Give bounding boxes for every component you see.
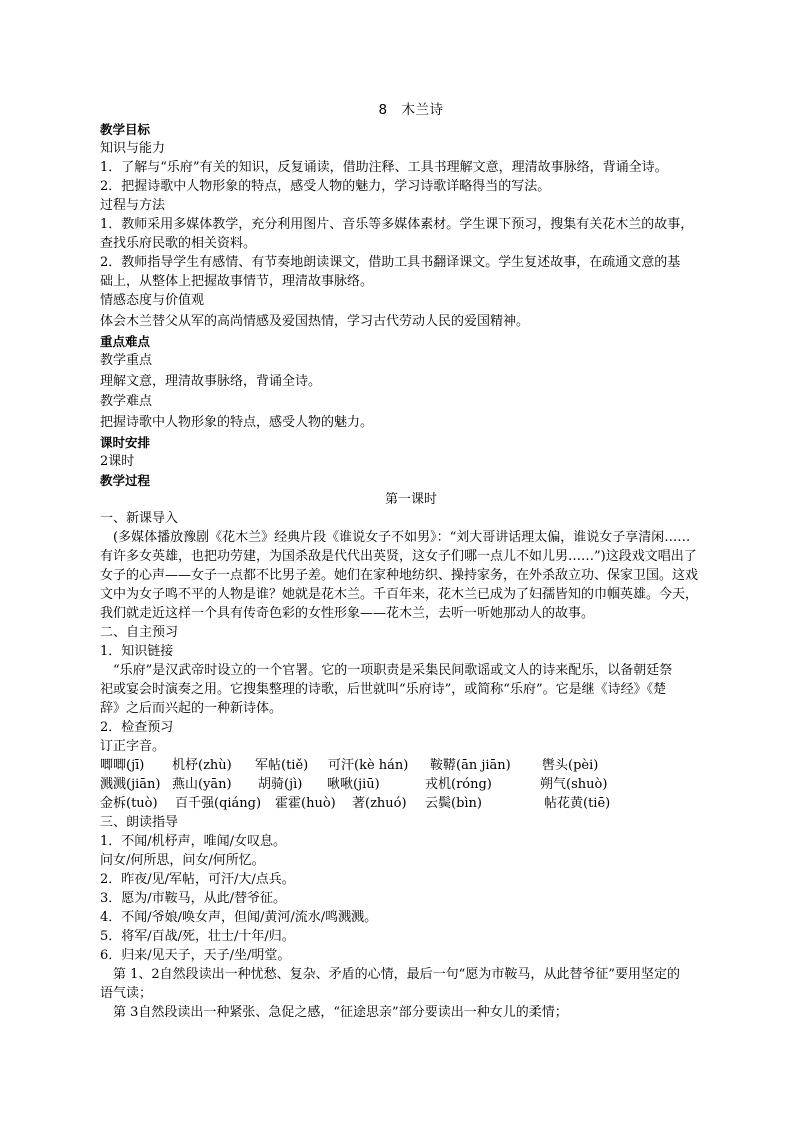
check-instruction: 订正字音。	[100, 739, 166, 754]
difficult-item-1: 把握诗歌中人物形象的特点，感受人物的魅力。	[100, 414, 374, 430]
reading-line-4: 4．不闻/爷娘/唤女声，但闻/黄河/流水/鸣溅溅。	[100, 910, 378, 925]
pinyin-item: 鞍鞯(ān jiān)	[430, 758, 511, 773]
pinyin-item: 燕山(yān)	[172, 777, 232, 792]
heading-procedure: 教学过程	[100, 473, 151, 488]
subheading-intro: 一、新课导入	[100, 511, 179, 526]
reading-note-1-line-1: 第 1、2自然段读出一种忧愁、复杂、矛盾的心情，最后一句“愿为市鞍马，从此替爷征”要用坚定的	[113, 967, 680, 982]
pinyin-item: 溅溅(jiān)	[100, 777, 161, 792]
subheading-knowledge: 知识与能力	[100, 141, 166, 156]
intro-line-3: 女子的心声——女子一点都不比男子差。她们在家种地纺织、操持家务，在外杀敌立功、保家卫国。这戏	[100, 568, 699, 583]
pinyin-item: 戎机(róng)	[425, 777, 492, 792]
reading-line-1b: 问女/何所思，问女/何所忆。	[100, 853, 265, 868]
subheading-process: 过程与方法	[100, 198, 166, 213]
pinyin-item: 机杼(zhù)	[172, 758, 232, 773]
heading-teaching-goals: 教学目标	[100, 122, 151, 137]
reading-line-5: 5．将军/百战/死，壮士/十年/归。	[100, 929, 295, 944]
pinyin-item: 百千强(qiáng)	[175, 796, 262, 811]
pinyin-item: 朔气(shuò)	[540, 777, 608, 792]
pinyin-item: 啾啾(jiū)	[327, 777, 380, 792]
reading-note-1-line-2: 语气读；	[100, 986, 153, 1001]
subheading-link: 1．知识链接	[100, 644, 174, 659]
reading-note-2: 第 3自然段读出一种紧张、急促之感，“征途思亲”部分要读出一种女儿的柔情；	[113, 1005, 568, 1020]
subheading-focus: 教学重点	[100, 353, 153, 368]
pinyin-item: 辔头(pèi)	[542, 758, 599, 773]
process-item-1-line-1: 1．教师采用多媒体教学，充分利用图片、音乐等多媒体素材。学生课下预习，搜集有关花木兰的故事，	[100, 217, 694, 232]
intro-line-1: (多媒体播放豫剧《花木兰》经典片段《谁说女子不如男》：“刘大哥讲话理太偏，谁说女子享清闲……	[113, 530, 691, 545]
reading-line-2: 2．昨夜/见/军帖，可汗/大/点兵。	[100, 872, 295, 887]
pinyin-item: 云鬓(bìn)	[425, 796, 482, 811]
knowledge-item-1: 1．了解与“乐府”有关的知识，反复诵读，借助注释、工具书理解文意，理清故事脉络，背诵全诗。	[100, 160, 668, 175]
document-page	[100, 100, 722, 1022]
subheading-check: 2．检查预习	[100, 720, 174, 735]
link-line-3: 辞》之后而兴起的一种新诗体。	[100, 701, 283, 716]
reading-line-3: 3．愿为/市鞍马，从此/替爷征。	[100, 891, 287, 906]
pinyin-item: 帖花黄(tiē)	[544, 796, 611, 811]
knowledge-item-2: 2．把握诗歌中人物形象的特点，感受人物的魅力，学习诗歌详略得当的写法。	[100, 179, 551, 194]
process-item-1-line-2: 查找乐府民歌的相关资料。	[100, 236, 257, 251]
subheading-emotion: 情感态度与价值观	[100, 293, 205, 308]
pinyin-item: 唧唧(jī)	[100, 758, 145, 773]
page-title: 8 木兰诗	[378, 102, 444, 118]
process-item-2-line-1: 2．教师指导学生有感情、有节奏地朗读课文，借助工具书翻译课文。学生复述故事，在疏通文意的基	[100, 255, 681, 270]
pinyin-item: 霍霍(huò)	[275, 796, 336, 811]
intro-line-2: 有许多女英雄，也把功劳建，为国杀敌是代代出英贤，这女子们哪一点儿不如儿男……”)这段戏文唱出了	[100, 549, 697, 564]
focus-item-1: 理解文意，理清故事脉络，背诵全诗。	[100, 373, 322, 389]
intro-line-5: 我们就走近这样一个具有传奇色彩的女性形象——花木兰，去听一听她那动人的故事。	[100, 606, 595, 621]
pinyin-item: 金柝(tuò)	[100, 796, 158, 811]
pinyin-row-2	[100, 775, 722, 794]
pinyin-row-3	[100, 794, 722, 813]
heading-schedule: 课时安排	[100, 435, 151, 450]
pinyin-item: 胡骑(jì)	[258, 777, 303, 792]
reading-line-6: 6．归来/见天子，天子/坐/明堂。	[100, 948, 291, 963]
pinyin-item: 著(zhuó)	[352, 796, 407, 811]
link-line-2: 祀或宴会时演奏之用。它搜集整理的诗歌，后世就叫“乐府诗”，或简称“乐府”。它是继《诗经》《楚	[100, 682, 667, 697]
schedule-item-1: 2课时	[100, 454, 135, 469]
pinyin-row-1	[100, 756, 722, 775]
lesson-one-title: 第一课时	[384, 492, 437, 507]
subheading-reading: 三、朗读指导	[100, 815, 179, 830]
subheading-preview: 二、自主预习	[100, 625, 179, 640]
reading-line-1: 1．不闻/机杼声，唯闻/女叹息。	[100, 834, 287, 849]
pinyin-item: 军帖(tiě)	[255, 758, 309, 773]
heading-key-points: 重点难点	[100, 334, 151, 349]
pinyin-item: 可汗(kè hán)	[328, 758, 409, 773]
process-item-2-line-2: 础上，从整体上把握故事情节，理清故事脉络。	[100, 274, 374, 289]
emotion-item-1: 体会木兰替父从军的高尚情感及爱国热情，学习古代劳动人民的爱国精神。	[100, 313, 530, 329]
intro-line-4: 文中为女子鸣不平的人物是谁？她就是花木兰。千百年来，花木兰已成为了妇孺皆知的巾帼英雄。今天，	[100, 587, 699, 602]
subheading-difficult: 教学难点	[100, 394, 153, 409]
link-line-1: “乐府”是汉武帝时设立的一个官署。它的一项职责是采集民间歌谣或文人的诗来配乐，以备朝廷祭	[113, 663, 673, 678]
